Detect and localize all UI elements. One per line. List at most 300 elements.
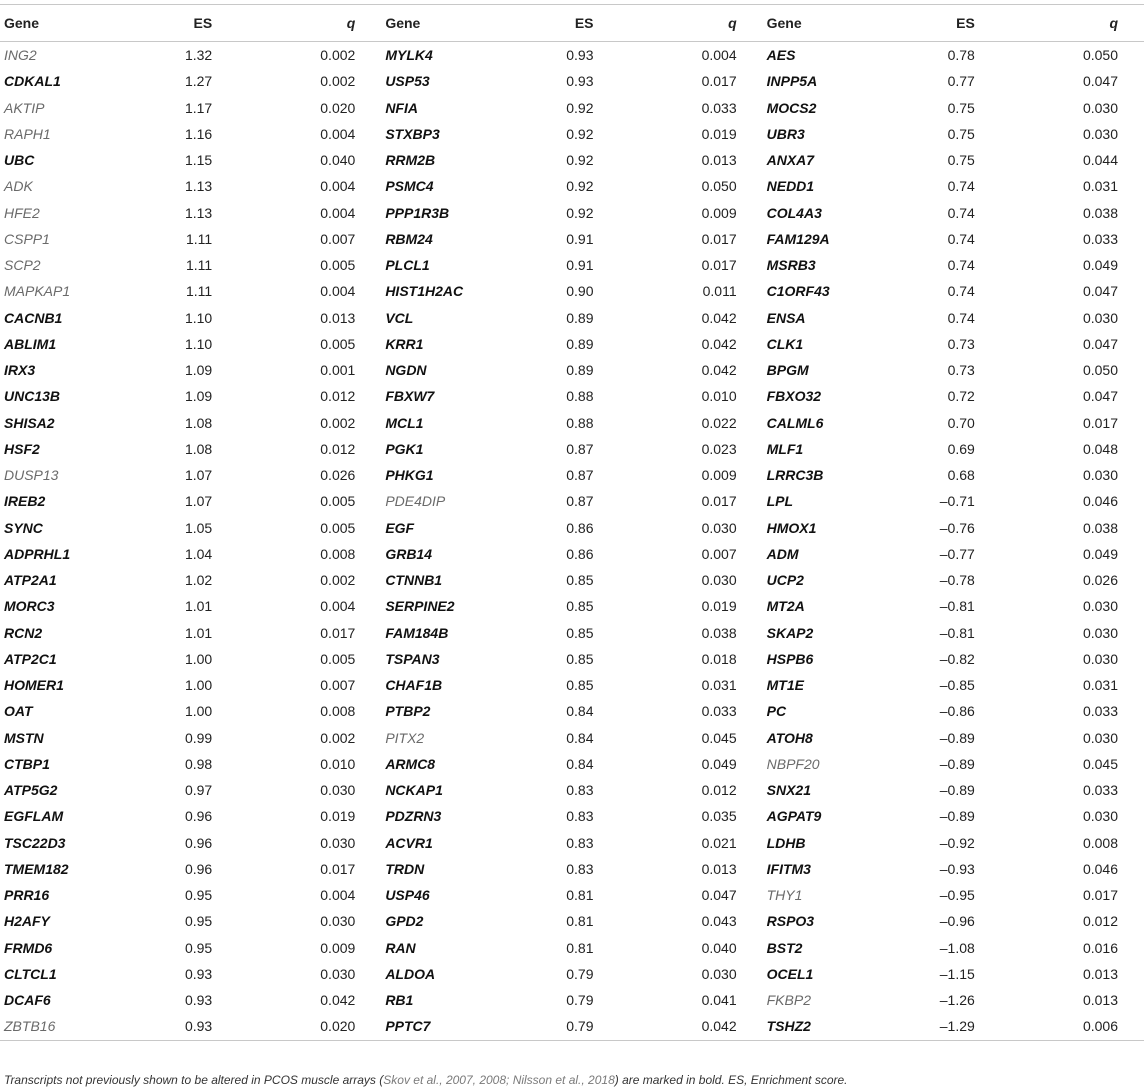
q-cell: 0.008 — [320, 545, 356, 562]
q-cell: 0.008 — [320, 703, 356, 720]
es-cell: 0.83 — [566, 808, 594, 825]
q-cell: 0.017 — [701, 73, 737, 90]
q-cell: 0.002 — [320, 572, 356, 589]
table-row — [0, 961, 1144, 987]
q-cell: 0.048 — [1082, 440, 1118, 457]
table-row — [0, 383, 1144, 409]
gene-cell: CALML6 — [766, 414, 824, 431]
header-gene-3: Gene — [763, 5, 887, 42]
es-cell: 0.83 — [566, 782, 594, 799]
gene-cell: MYLK4 — [385, 47, 433, 64]
gene-cell: FKBP2 — [766, 992, 811, 1009]
gene-cell: ING2 — [4, 47, 37, 64]
es-cell: 0.99 — [184, 729, 213, 746]
q-cell: 0.033 — [701, 703, 737, 720]
gene-cell: PHKG1 — [385, 467, 434, 484]
gene-cell: COL4A3 — [766, 204, 822, 221]
q-cell: 0.033 — [1082, 230, 1118, 247]
gene-cell: OAT — [4, 703, 33, 720]
es-cell: 0.74 — [947, 230, 975, 247]
es-cell: 0.96 — [184, 860, 213, 877]
es-cell: 0.92 — [566, 204, 594, 221]
q-cell: 0.004 — [320, 204, 356, 221]
q-cell: 0.042 — [320, 992, 356, 1009]
es-cell: –0.89 — [939, 782, 975, 799]
q-cell: 0.017 — [701, 230, 737, 247]
q-cell: 0.005 — [320, 519, 356, 536]
q-cell: 0.020 — [236, 1013, 381, 1040]
gene-cell: PDE4DIP — [385, 493, 446, 510]
q-cell: 0.006 — [999, 1013, 1144, 1040]
es-cell: 0.87 — [566, 493, 594, 510]
gene-cell: EGF — [385, 519, 415, 536]
q-cell: 0.008 — [1082, 834, 1118, 851]
es-cell: 0.69 — [947, 440, 975, 457]
q-cell: 0.030 — [701, 965, 737, 982]
es-cell: –0.78 — [939, 572, 975, 589]
q-cell: 0.042 — [701, 309, 737, 326]
q-cell: 0.005 — [320, 335, 356, 352]
gene-cell: PGK1 — [385, 440, 424, 457]
gene-cell: RB1 — [385, 992, 414, 1009]
gene-cell: RBM24 — [385, 230, 433, 247]
es-cell: 1.00 — [184, 677, 213, 694]
gene-cell: ABLIM1 — [4, 335, 57, 352]
gene-cell: OCEL1 — [766, 965, 814, 982]
q-cell: 0.020 — [320, 99, 356, 116]
es-cell: 0.87 — [566, 440, 594, 457]
es-cell: 0.95 — [184, 913, 213, 930]
es-cell: 1.08 — [184, 414, 213, 431]
gene-cell: ENSA — [766, 309, 806, 326]
table-row — [0, 987, 1144, 1013]
es-cell: 0.84 — [566, 729, 594, 746]
q-cell: 0.030 — [1082, 808, 1118, 825]
gene-cell: NBPF20 — [766, 755, 820, 772]
es-cell: 0.84 — [566, 703, 594, 720]
gene-cell: SERPINE2 — [385, 598, 455, 615]
es-cell: 1.11 — [185, 230, 213, 247]
table-row — [0, 436, 1144, 462]
es-cell: –0.96 — [939, 913, 975, 930]
es-cell: 0.93 — [184, 992, 213, 1009]
es-cell: 0.93 — [566, 73, 594, 90]
gene-cell: MT2A — [766, 598, 805, 615]
es-cell: 1.10 — [184, 309, 213, 326]
gene-cell: UBR3 — [766, 125, 805, 142]
gene-cell: NEDD1 — [766, 178, 815, 195]
header-q-1: q — [236, 5, 381, 42]
gene-cell: PLCL1 — [385, 257, 430, 274]
q-cell: 0.004 — [320, 125, 356, 142]
gene-cell: ATP2A1 — [4, 572, 57, 589]
es-cell: 1.05 — [184, 519, 213, 536]
gene-cell: SYNC — [4, 519, 43, 536]
es-cell: 0.74 — [947, 178, 975, 195]
table-row — [0, 252, 1144, 278]
q-cell: 0.030 — [320, 913, 356, 930]
q-cell: 0.017 — [320, 860, 356, 877]
es-cell: 0.86 — [566, 545, 594, 562]
gene-cell: DCAF6 — [4, 992, 51, 1009]
es-cell: 0.85 — [566, 572, 594, 589]
es-cell: 0.78 — [947, 47, 975, 64]
q-cell: 0.017 — [320, 624, 356, 641]
es-cell: 0.70 — [947, 414, 975, 431]
es-cell: 0.85 — [566, 598, 594, 615]
es-cell: 0.75 — [947, 125, 975, 142]
gene-cell: AES — [766, 47, 796, 64]
es-cell: 0.81 — [566, 913, 594, 930]
gene-cell: RRM2B — [385, 152, 436, 169]
table-row — [0, 646, 1144, 672]
es-cell: 0.84 — [566, 755, 594, 772]
es-cell: 1.01 — [184, 624, 213, 641]
es-cell: 0.79 — [566, 992, 594, 1009]
es-cell: 1.11 — [185, 283, 213, 300]
es-cell: –1.26 — [939, 992, 975, 1009]
table-body — [0, 42, 1144, 1041]
gene-cell: PC — [766, 703, 787, 720]
q-cell: 0.017 — [701, 493, 737, 510]
q-cell: 0.049 — [1082, 545, 1118, 562]
q-cell: 0.013 — [701, 152, 737, 169]
table-row — [0, 725, 1144, 751]
table-row — [0, 515, 1144, 541]
q-cell: 0.035 — [701, 808, 737, 825]
table-row — [0, 488, 1144, 514]
table-row — [0, 357, 1144, 383]
gene-cell: FBXO32 — [766, 388, 822, 405]
gene-cell: TSHZ2 — [763, 1013, 887, 1040]
q-cell: 0.042 — [701, 362, 737, 379]
es-cell: 1.07 — [184, 493, 213, 510]
gene-enrichment-table — [0, 4, 1144, 1041]
gene-cell: VCL — [385, 309, 414, 326]
es-cell: –0.85 — [939, 677, 975, 694]
gene-cell: ALDOA — [385, 965, 436, 982]
gene-cell: UBC — [4, 152, 35, 169]
es-cell: 0.88 — [566, 414, 594, 431]
gene-cell: ATOH8 — [766, 729, 813, 746]
gene-cell: BST2 — [766, 939, 803, 956]
q-cell: 0.030 — [1082, 99, 1118, 116]
es-cell: –1.08 — [939, 939, 975, 956]
q-cell: 0.030 — [701, 572, 737, 589]
es-cell: –0.81 — [939, 598, 975, 615]
table-row — [0, 803, 1144, 829]
gene-cell: CLK1 — [766, 335, 804, 352]
es-cell: 0.79 — [505, 1013, 617, 1040]
es-cell: –0.93 — [939, 860, 975, 877]
es-cell: –0.89 — [939, 755, 975, 772]
q-cell: 0.038 — [1082, 204, 1118, 221]
q-cell: 0.002 — [320, 414, 356, 431]
q-cell: 0.004 — [701, 47, 737, 64]
gene-cell: NGDN — [385, 362, 427, 379]
table-row — [0, 830, 1144, 856]
es-cell: 1.10 — [184, 335, 213, 352]
gene-cell: NCKAP1 — [385, 782, 443, 799]
gene-cell: PDZRN3 — [385, 808, 442, 825]
table-row — [0, 147, 1144, 173]
q-cell: 0.050 — [1082, 362, 1118, 379]
gene-cell: LPL — [766, 493, 794, 510]
q-cell: 0.042 — [618, 1013, 763, 1040]
gene-cell: AKTIP — [4, 99, 45, 116]
table-row — [0, 908, 1144, 934]
table-row — [0, 541, 1144, 567]
gene-cell: IREB2 — [4, 493, 46, 510]
gene-cell: LDHB — [766, 834, 806, 851]
q-cell: 0.033 — [1082, 703, 1118, 720]
gene-cell: DUSP13 — [4, 467, 59, 484]
gene-cell: GPD2 — [385, 913, 424, 930]
q-cell: 0.004 — [320, 887, 356, 904]
gene-cell: CTNNB1 — [385, 572, 443, 589]
q-cell: 0.010 — [320, 755, 356, 772]
q-cell: 0.047 — [701, 887, 737, 904]
table-row — [0, 42, 1144, 69]
q-cell: 0.030 — [1082, 624, 1118, 641]
gene-cell: PITX2 — [385, 729, 425, 746]
gene-cell: SHISA2 — [4, 414, 55, 431]
es-cell: 0.83 — [566, 860, 594, 877]
es-cell: –0.71 — [939, 493, 975, 510]
es-cell: 1.09 — [184, 362, 213, 379]
gene-cell: FAM184B — [385, 624, 449, 641]
table-row — [0, 882, 1144, 908]
q-cell: 0.041 — [701, 992, 737, 1009]
es-cell: –0.92 — [939, 834, 975, 851]
es-cell: 0.73 — [947, 335, 975, 352]
gene-cell: PRR16 — [4, 887, 50, 904]
gene-cell: NFIA — [385, 99, 418, 116]
table-row — [0, 305, 1144, 331]
q-cell: 0.018 — [701, 650, 737, 667]
gene-cell: UNC13B — [4, 388, 61, 405]
gene-cell: SKAP2 — [766, 624, 814, 641]
q-cell: 0.013 — [320, 309, 356, 326]
q-cell: 0.021 — [701, 834, 737, 851]
q-cell: 0.007 — [320, 677, 356, 694]
gene-cell: C1ORF43 — [766, 283, 830, 300]
es-cell: 0.95 — [184, 939, 213, 956]
gene-cell: BPGM — [766, 362, 809, 379]
es-cell: 0.83 — [566, 834, 594, 851]
header-es-1: ES — [124, 5, 236, 42]
q-cell: 0.013 — [1082, 992, 1118, 1009]
q-cell: 0.047 — [1082, 388, 1118, 405]
q-cell: 0.004 — [320, 598, 356, 615]
q-cell: 0.030 — [1082, 729, 1118, 746]
es-cell: 0.92 — [566, 178, 594, 195]
gene-cell: RCN2 — [4, 624, 43, 641]
gene-cell: IRX3 — [4, 362, 36, 379]
q-cell: 0.031 — [1082, 178, 1118, 195]
es-cell: 1.07 — [184, 467, 213, 484]
gene-cell: CTBP1 — [4, 755, 50, 772]
es-cell: 0.74 — [947, 309, 975, 326]
gene-cell: STXBP3 — [385, 125, 440, 142]
q-cell: 0.045 — [701, 729, 737, 746]
es-cell: 0.86 — [566, 519, 594, 536]
gene-cell: FBXW7 — [385, 388, 435, 405]
gene-cell: TSC22D3 — [4, 834, 66, 851]
es-cell: –0.89 — [939, 729, 975, 746]
table-header — [0, 5, 1144, 42]
gene-enrichment-table-container — [0, 4, 1144, 1041]
header-gene-2: Gene — [381, 5, 505, 42]
q-cell: 0.040 — [320, 152, 356, 169]
q-cell: 0.002 — [320, 47, 356, 64]
es-cell: –1.15 — [939, 965, 975, 982]
gene-cell: MT1E — [766, 677, 804, 694]
gene-cell: CLTCL1 — [4, 965, 57, 982]
gene-cell: GRB14 — [385, 545, 432, 562]
gene-cell: PSMC4 — [385, 178, 434, 195]
gene-cell: MORC3 — [4, 598, 55, 615]
gene-cell: PTBP2 — [385, 703, 431, 720]
es-cell: 0.98 — [184, 755, 213, 772]
q-cell: 0.049 — [701, 755, 737, 772]
q-cell: 0.019 — [701, 598, 737, 615]
q-cell: 0.005 — [320, 493, 356, 510]
es-cell: 0.89 — [566, 362, 594, 379]
table-row — [0, 1013, 1144, 1040]
es-cell: –0.95 — [939, 887, 975, 904]
es-cell: 1.32 — [184, 47, 213, 64]
es-cell: –0.76 — [939, 519, 975, 536]
gene-cell: MLF1 — [766, 440, 804, 457]
q-cell: 0.009 — [701, 204, 737, 221]
q-cell: 0.013 — [701, 860, 737, 877]
gene-cell: PPP1R3B — [385, 204, 450, 221]
q-cell: 0.009 — [320, 939, 356, 956]
es-cell: 0.81 — [566, 939, 594, 956]
header-es-2: ES — [505, 5, 617, 42]
q-cell: 0.030 — [1082, 650, 1118, 667]
es-cell: 0.91 — [566, 230, 594, 247]
es-cell: 0.85 — [566, 624, 594, 641]
es-cell: 0.95 — [184, 887, 213, 904]
q-cell: 0.005 — [320, 650, 356, 667]
gene-cell: ADPRHL1 — [4, 545, 71, 562]
es-cell: 1.02 — [184, 572, 213, 589]
table-row — [0, 410, 1144, 436]
gene-cell: H2AFY — [4, 913, 50, 930]
es-cell: 0.73 — [947, 362, 975, 379]
gene-cell: PPTC7 — [381, 1013, 505, 1040]
es-cell: 1.13 — [184, 204, 213, 221]
es-cell: 0.81 — [566, 887, 594, 904]
q-cell: 0.012 — [320, 388, 356, 405]
gene-cell: ANXA7 — [766, 152, 815, 169]
q-cell: 0.047 — [1082, 283, 1118, 300]
es-cell: 1.11 — [185, 257, 213, 274]
q-cell: 0.038 — [1082, 519, 1118, 536]
gene-cell: FAM129A — [766, 230, 830, 247]
es-cell: 0.77 — [947, 73, 975, 90]
es-cell: 0.68 — [947, 467, 975, 484]
gene-cell: MAPKAP1 — [4, 283, 71, 300]
q-cell: 0.022 — [701, 414, 737, 431]
q-cell: 0.030 — [1082, 125, 1118, 142]
es-cell: 0.88 — [566, 388, 594, 405]
table-row — [0, 567, 1144, 593]
q-cell: 0.002 — [320, 729, 356, 746]
gene-cell: UCP2 — [766, 572, 804, 589]
q-cell: 0.004 — [320, 283, 356, 300]
es-cell: 0.90 — [566, 283, 594, 300]
q-cell: 0.050 — [1082, 47, 1118, 64]
es-cell: 1.15 — [184, 152, 213, 169]
q-cell: 0.007 — [701, 545, 737, 562]
gene-cell: USP46 — [385, 887, 430, 904]
gene-cell: ACVR1 — [385, 834, 433, 851]
q-cell: 0.040 — [701, 939, 737, 956]
q-cell: 0.046 — [1082, 860, 1118, 877]
es-cell: 1.08 — [184, 440, 213, 457]
gene-cell: THY1 — [766, 887, 803, 904]
es-cell: 0.93 — [124, 1013, 236, 1040]
gene-cell: ATP2C1 — [4, 650, 57, 667]
table-row — [0, 278, 1144, 304]
q-cell: 0.030 — [320, 834, 356, 851]
gene-cell: ZBTB16 — [0, 1013, 124, 1040]
gene-cell: KRR1 — [385, 335, 424, 352]
header-q-3: q — [999, 5, 1144, 42]
footnote-citation-link[interactable]: Skov et al., 2007, 2008; Nilsson et al., 2018 — [383, 1073, 615, 1087]
gene-cell: CSPP1 — [4, 230, 50, 247]
q-cell: 0.017 — [1082, 414, 1118, 431]
table-row — [0, 462, 1144, 488]
q-cell: 0.019 — [320, 808, 356, 825]
es-cell: 0.89 — [566, 335, 594, 352]
gene-cell: CACNB1 — [4, 309, 63, 326]
es-cell: 0.74 — [947, 204, 975, 221]
table-row — [0, 751, 1144, 777]
es-cell: 0.79 — [566, 965, 594, 982]
es-cell: 1.01 — [184, 598, 213, 615]
gene-cell: HOMER1 — [4, 677, 64, 694]
es-cell: 0.92 — [566, 99, 594, 116]
gene-cell: TRDN — [385, 860, 425, 877]
gene-cell: HFE2 — [4, 204, 40, 221]
es-cell: 0.91 — [566, 257, 594, 274]
gene-cell: CDKAL1 — [4, 73, 61, 90]
gene-cell: IFITM3 — [766, 860, 811, 877]
gene-cell: CHAF1B — [385, 677, 443, 694]
gene-cell: USP53 — [385, 73, 430, 90]
q-cell: 0.012 — [701, 782, 737, 799]
es-cell: 0.89 — [566, 309, 594, 326]
table-row — [0, 935, 1144, 961]
q-cell: 0.046 — [1082, 493, 1118, 510]
table-row — [0, 672, 1144, 698]
es-cell: 0.93 — [184, 965, 213, 982]
gene-cell: AGPAT9 — [766, 808, 822, 825]
table-footnote — [4, 1073, 848, 1087]
q-cell: 0.030 — [1082, 598, 1118, 615]
q-cell: 0.005 — [320, 257, 356, 274]
es-cell: –0.86 — [939, 703, 975, 720]
table-row — [0, 121, 1144, 147]
q-cell: 0.016 — [1082, 939, 1118, 956]
table-row — [0, 200, 1144, 226]
q-cell: 0.030 — [320, 782, 356, 799]
es-cell: 0.74 — [947, 283, 975, 300]
